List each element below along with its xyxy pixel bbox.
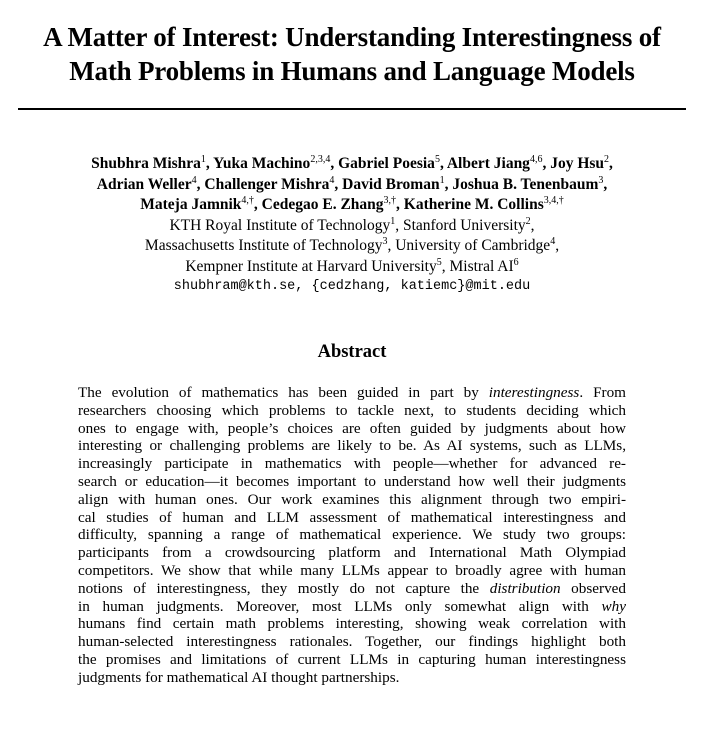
author-affil-mark: 1 <box>439 174 445 186</box>
abstract-emphasis: why <box>601 597 626 615</box>
author-affil-mark: 4 <box>191 174 197 186</box>
affiliation-mark: 4 <box>550 236 556 247</box>
author-affil-mark: 1 <box>200 154 206 165</box>
author-affil-mark: 3,4,† <box>543 195 564 206</box>
abstract-text: align with human ones. Our work examines this alignment through two empiri- <box>78 490 626 508</box>
affiliation-mark: 3 <box>382 236 388 247</box>
author-name: Mateja Jamnik <box>140 196 242 213</box>
author-affil-mark: 4 <box>329 174 335 186</box>
abstract-text: increasingly participate in mathematics with people—whether for advanced re- <box>78 455 626 473</box>
author-name: Joy Hsu <box>550 155 605 172</box>
author-affil-mark: 3,† <box>383 195 397 206</box>
abstract-text: researchers choosing which problems to tackle next, to students deciding which <box>78 401 626 419</box>
author-name: Shubhra Mishra <box>91 155 201 172</box>
abstract-line <box>78 384 626 402</box>
abstract-text: cal studies of human and LLM assessment of mathematical interestingness and <box>78 508 626 526</box>
author-line-1: Shubhra Mishra$^1$, Yuka Machino$^{2,3,4}$, Gabriel Poesia$^5$, Albert Jiang$^{4,6}$, Joy Hsu$^2$, <box>91 154 613 172</box>
abstract-line <box>78 633 626 651</box>
affiliation-mark: 1 <box>390 215 396 227</box>
abstract-text: . From <box>579 384 626 401</box>
affiliation-name: KTH Royal Institute of Technology <box>169 216 391 234</box>
affiliation-mark: 6 <box>513 256 519 268</box>
abstract-text: judgments for mathematical AI thought partnerships. <box>78 668 400 686</box>
author-affil-mark: 2 <box>604 154 610 165</box>
abstract-text: difficulty, spanning a range of mathematical experience. We study two groups: <box>78 526 626 544</box>
abstract-line <box>78 437 626 455</box>
abstract-text: notions of interestingness, they mostly do not capture the <box>78 579 490 597</box>
abstract-emphasis: interestingness <box>488 384 580 401</box>
author-name: Joshua B. Tenenbaum <box>452 175 599 193</box>
paper-title <box>0 20 704 88</box>
author-name: Yuka Machino <box>213 155 311 172</box>
abstract-text: interesting or challenging problems are likely to be. As AI systems, such as LLMs, <box>78 437 626 455</box>
abstract-text: human-selected interestingness rationales. Together, our findings highlight both <box>78 633 626 651</box>
affiliation-line-2: Massachusetts Institute of Technology$^3$, University of Cambridge$^4$, <box>144 236 560 254</box>
title-line-2: Math Problems in Humans and Language Models <box>69 56 635 86</box>
affiliation-mark: 2 <box>525 215 531 227</box>
author-name: Cedegao E. Zhang <box>261 196 384 213</box>
author-block <box>0 154 704 298</box>
abstract-line <box>78 402 626 420</box>
author-name: Challenger Mishra <box>204 175 330 193</box>
abstract-text: humans find certain math problems interesting, showing weak correlation with <box>78 615 626 633</box>
abstract-text: in human judgments. Moreover, most LLMs only somewhat align with <box>78 597 602 615</box>
affiliation-name: University of Cambridge <box>395 237 551 254</box>
affiliation-line-1: KTH Royal Institute of Technology$^1$, Stanford University$^2$, <box>169 215 535 234</box>
abstract-line <box>78 598 626 616</box>
affiliation-mark: 5 <box>436 256 442 268</box>
abstract-line <box>78 669 626 687</box>
author-affil-mark: 4,† <box>241 195 254 206</box>
abstract-emphasis: distribution <box>489 579 561 597</box>
abstract-body <box>78 384 626 687</box>
abstract-text: the promises and limitations of current LLMs in capturing human interestingness <box>78 650 626 668</box>
affiliation-name: Massachusetts Institute of Technology <box>144 237 383 254</box>
abstract-text: observed <box>560 579 626 597</box>
abstract-text: The evolution of mathematics has been guided in part by <box>78 384 489 401</box>
abstract-text: participants from a crowdsourcing platform and International Math Olympiad <box>78 544 626 562</box>
abstract-line <box>78 473 626 491</box>
affiliation-name: Kempner Institute at Harvard University <box>185 257 437 275</box>
abstract-line <box>78 580 626 598</box>
abstract-text: ones to engage with, people’s choices are often guided by judgments about how <box>78 419 626 437</box>
abstract-line <box>78 455 626 473</box>
abstract-line <box>78 420 626 438</box>
author-name: Katherine M. Collins <box>403 196 544 213</box>
abstract-line <box>78 509 626 527</box>
title-divider <box>18 108 686 110</box>
author-line-3: Mateja Jamnik$^{4,\dagger}$, Cedegao E. Zhang$^{3,\dagger}$, Katherine M. Collins$^{3,4,\dagger}$ <box>140 195 564 213</box>
affiliation-name: Stanford University <box>402 216 526 234</box>
abstract-line <box>78 491 626 509</box>
author-affil-mark: 3 <box>598 174 604 186</box>
author-line-2: Adrian Weller$^4$, Challenger Mishra$^4$, David Broman$^1$, Joshua B. Tenenbaum$^3$, <box>96 174 608 193</box>
author-name: Albert Jiang <box>446 155 530 172</box>
title-line-1: A Matter of Interest: Understanding Interestingness of <box>43 22 661 52</box>
abstract-text: search or education—it becomes important to understand how well their judgments <box>78 472 626 490</box>
author-affil-mark: 2,3,4 <box>310 154 331 165</box>
abstract-line <box>78 526 626 544</box>
abstract-line <box>78 615 626 633</box>
affiliation-line-3: Kempner Institute at Harvard University$^5$, Mistral $AI^6$ <box>185 256 519 275</box>
author-affil-mark: 4,6 <box>529 154 543 165</box>
abstract-line <box>78 544 626 562</box>
abstract-line <box>78 562 626 580</box>
author-name: Gabriel Poesia <box>338 155 435 172</box>
affiliation-name: Mistral AI <box>449 257 514 275</box>
author-name: Adrian Weller <box>96 175 192 193</box>
author-affil-mark: 5 <box>434 154 440 165</box>
contact-email: shubhram@kth.se, {cedzhang, katiemc}@mit.edu <box>173 279 531 294</box>
author-name: David Broman <box>342 175 440 193</box>
abstract-line <box>78 651 626 669</box>
abstract-heading: Abstract <box>317 342 387 362</box>
abstract-text: competitors. We show that while many LLMs appear to broadly agree with human <box>78 561 626 579</box>
